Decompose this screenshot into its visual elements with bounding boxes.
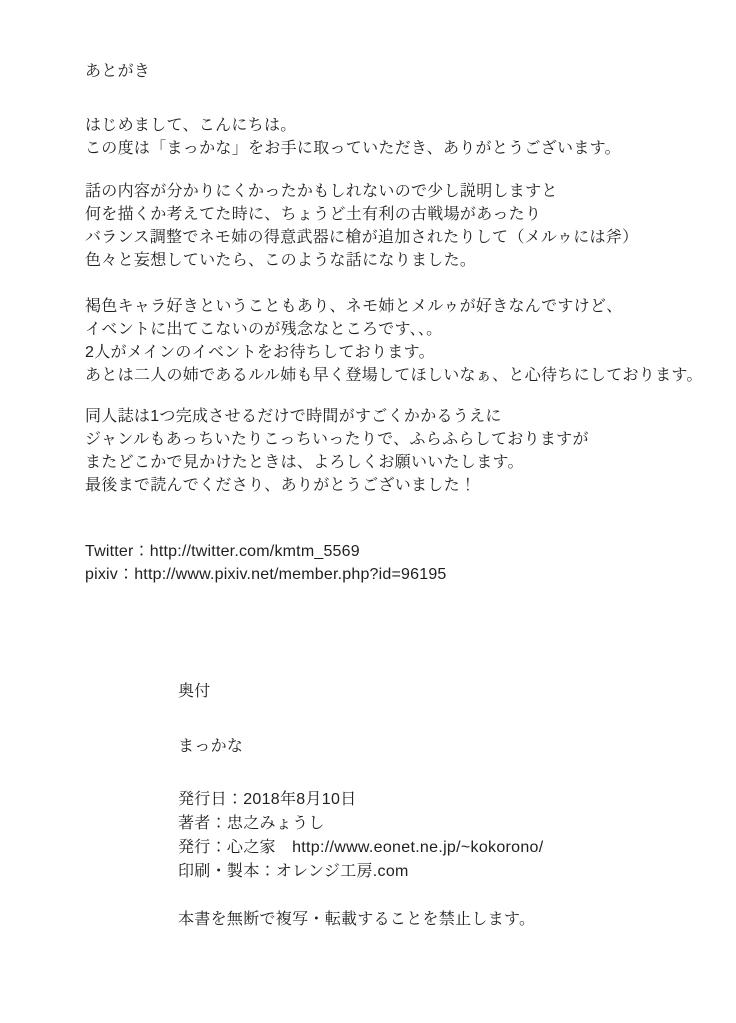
publisher-line: 発行：心之家 http://www.eonet.ne.jp/~kokorono/ — [178, 839, 544, 856]
colophon-title: 奥付 — [178, 683, 211, 700]
colophon-section — [178, 680, 543, 931]
pixiv-url-line: pixiv：http://www.pixiv.net/member.php?id=96195 — [85, 566, 447, 583]
afterword-paragraph-closing — [85, 405, 703, 497]
publish-date-line: 発行日：2018年8月10日 — [178, 791, 357, 808]
text-line: バランス調整でネモ姉の得意武器に槍が追加されたりして（メルゥには斧） — [85, 229, 639, 246]
twitter-url-line: Twitter：http://twitter.com/kmtm_5569 — [85, 543, 360, 560]
text-line: 2人がメインのイベントをお待ちしております。 — [85, 344, 435, 361]
afterword-paragraph-greeting — [85, 114, 703, 160]
afterword-paragraph-characters — [85, 295, 703, 387]
text-line: この度は「まっかな」をお手に取っていただき、ありがとうございます。 — [85, 140, 621, 157]
text-line: ジャンルもあっちいたりこっちいったりで、ふらふらしておりますが — [85, 431, 589, 448]
text-line: イベントに出てこないのが残念なところです、、。 — [85, 321, 443, 338]
text-line: 話の内容が分かりにくかったかもしれないので少し説明しますと — [85, 183, 558, 200]
text-line: 何を描くか考えてた時に、ちょうど土有利の古戦場があったり — [85, 206, 542, 223]
copyright-notice: 本書を無断で複写・転載することを禁止します。 — [178, 911, 536, 928]
text-line: 色々と妄想していたら、このような話になりました。 — [85, 252, 477, 269]
text-line: はじめまして、こんにちは。 — [85, 117, 297, 134]
afterword-paragraph-explanation — [85, 180, 703, 272]
text-line: 同人誌は1つ完成させるだけで時間がすごくかかるうえに — [85, 408, 502, 425]
afterword-section — [85, 60, 703, 586]
text-line: 褐色キャラ好きということもあり、ネモ姉とメルゥが好きなんですけど、 — [85, 298, 623, 315]
printer-line: 印刷・製本：オレンジ工房.com — [178, 863, 409, 880]
contact-links — [85, 540, 703, 586]
text-line: あとは二人の姉であるルル姉も早く登場してほしいなぁ、と心待ちにしております。 — [85, 367, 703, 384]
afterword-title: あとがき — [85, 63, 151, 80]
author-line: 著者：忠之みょうし — [178, 815, 325, 832]
text-line: 最後まで読んでくださり、ありがとうございました！ — [85, 477, 477, 494]
book-title: まっかな — [178, 738, 244, 755]
text-line: またどこかで見かけたときは、よろしくお願いいたします。 — [85, 454, 524, 471]
colophon-entries — [178, 788, 543, 884]
